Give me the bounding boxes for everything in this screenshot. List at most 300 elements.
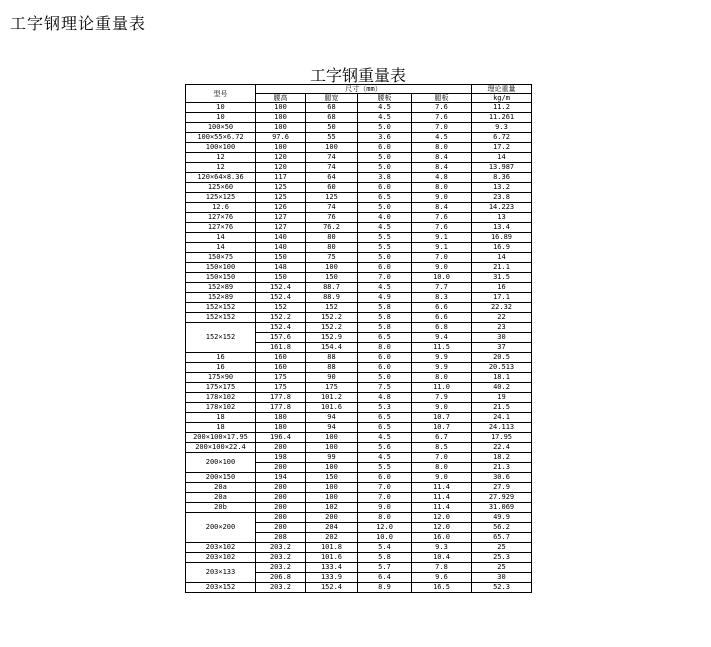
h-cell: 152.4 <box>256 293 306 303</box>
table-row <box>186 263 532 273</box>
d-cell: 5.8 <box>358 323 412 333</box>
t-cell: 4.8 <box>412 173 472 183</box>
h-cell: 125 <box>256 183 306 193</box>
t-cell: 6.7 <box>412 433 472 443</box>
h-cell: 180 <box>256 423 306 433</box>
weight-cell: 24.113 <box>472 423 532 433</box>
weight-cell: 8.36 <box>472 173 532 183</box>
weight-cell: 16.89 <box>472 233 532 243</box>
t-cell: 7.0 <box>412 253 472 263</box>
table-row <box>186 153 532 163</box>
h-cell: 127 <box>256 213 306 223</box>
d-cell: 5.6 <box>358 443 412 453</box>
d-cell: 5.0 <box>358 153 412 163</box>
weight-cell: 25 <box>472 543 532 553</box>
h-cell: 198 <box>256 453 306 463</box>
h-cell: 120 <box>256 163 306 173</box>
table-row <box>186 213 532 223</box>
h-cell: 125 <box>256 193 306 203</box>
h-cell: 140 <box>256 233 306 243</box>
t-cell: 9.0 <box>412 263 472 273</box>
table-title: 工字钢重量表 <box>309 66 406 85</box>
table-row <box>186 403 532 413</box>
b-cell: 152.9 <box>306 333 358 343</box>
h-cell: 100 <box>256 103 306 113</box>
weight-cell: 21.1 <box>472 263 532 273</box>
d-cell: 7.0 <box>358 483 412 493</box>
b-cell: 152.2 <box>306 313 358 323</box>
table-row <box>186 283 532 293</box>
t-cell: 8.0 <box>412 373 472 383</box>
h-cell: 148 <box>256 263 306 273</box>
b-cell: 75 <box>306 253 358 263</box>
weight-cell: 30 <box>472 333 532 343</box>
b-cell: 88.7 <box>306 283 358 293</box>
table-row <box>186 433 532 443</box>
weight-cell: 13.2 <box>472 183 532 193</box>
h-cell: 175 <box>256 383 306 393</box>
weight-cell: 13.987 <box>472 163 532 173</box>
weight-cell: 20.5 <box>472 353 532 363</box>
table-row <box>186 163 532 173</box>
b-cell: 80 <box>306 243 358 253</box>
weight-cell: 9.3 <box>472 123 532 133</box>
h-cell: 200 <box>256 443 306 453</box>
weight-cell: 31.069 <box>472 503 532 513</box>
b-cell: 99 <box>306 453 358 463</box>
t-cell: 11.4 <box>412 483 472 493</box>
h-cell: 161.8 <box>256 343 306 353</box>
model-cell: 120×64×8.36 <box>186 173 256 183</box>
d-cell: 6.0 <box>358 143 412 153</box>
d-cell: 4.5 <box>358 433 412 443</box>
table-row <box>186 293 532 303</box>
table-row <box>186 253 532 263</box>
d-cell: 7.0 <box>358 493 412 503</box>
table-body <box>186 103 532 593</box>
model-cell: 100×50 <box>186 123 256 133</box>
h-cell: 100 <box>256 113 306 123</box>
weight-cell: 11.2 <box>472 103 532 113</box>
t-cell: 7.9 <box>412 393 472 403</box>
d-cell: 5.8 <box>358 553 412 563</box>
weight-cell: 14 <box>472 253 532 263</box>
t-cell: 16.5 <box>412 583 472 593</box>
d-cell: 4.5 <box>358 113 412 123</box>
b-cell: 101.6 <box>306 553 358 563</box>
t-cell: 9.9 <box>412 363 472 373</box>
b-cell: 60 <box>306 183 358 193</box>
t-cell: 16.0 <box>412 533 472 543</box>
b-cell: 200 <box>306 513 358 523</box>
b-cell: 88 <box>306 363 358 373</box>
b-cell: 152 <box>306 303 358 313</box>
weight-cell: 17.2 <box>472 143 532 153</box>
d-cell: 6.0 <box>358 263 412 273</box>
b-cell: 202 <box>306 533 358 543</box>
d-cell: 6.0 <box>358 183 412 193</box>
weight-cell: 31.5 <box>472 273 532 283</box>
model-cell: 20a <box>186 483 256 493</box>
b-cell: 152.4 <box>306 583 358 593</box>
model-cell: 178×102 <box>186 393 256 403</box>
table-row <box>186 233 532 243</box>
b-cell: 101.8 <box>306 543 358 553</box>
b-cell: 68 <box>306 103 358 113</box>
h-cell: 100 <box>256 123 306 133</box>
t-cell: 8.4 <box>412 153 472 163</box>
weight-cell: 30.6 <box>472 473 532 483</box>
b-cell: 74 <box>306 163 358 173</box>
table-row <box>186 453 532 463</box>
d-cell: 5.4 <box>358 543 412 553</box>
b-cell: 100 <box>306 263 358 273</box>
model-cell: 14 <box>186 233 256 243</box>
weight-cell: 21.5 <box>472 403 532 413</box>
b-cell: 90 <box>306 373 358 383</box>
table-row <box>186 203 532 213</box>
t-cell: 4.5 <box>412 133 472 143</box>
d-cell: 5.8 <box>358 313 412 323</box>
b-cell: 94 <box>306 413 358 423</box>
table-row <box>186 353 532 363</box>
d-cell: 4.0 <box>358 213 412 223</box>
b-cell: 133.4 <box>306 563 358 573</box>
weight-cell: 16.9 <box>472 243 532 253</box>
table-row <box>186 363 532 373</box>
table-row <box>186 373 532 383</box>
weight-cell: 18.2 <box>472 453 532 463</box>
model-cell: 12 <box>186 163 256 173</box>
model-cell: 152×152 <box>186 303 256 313</box>
model-cell: 16 <box>186 353 256 363</box>
h-cell: 160 <box>256 363 306 373</box>
t-cell: 9.9 <box>412 353 472 363</box>
h-cell: 140 <box>256 243 306 253</box>
d-cell: 6.0 <box>358 363 412 373</box>
model-cell: 152×89 <box>186 293 256 303</box>
table-row <box>186 123 532 133</box>
table-row <box>186 543 532 553</box>
h-cell: 196.4 <box>256 433 306 443</box>
d-cell: 5.0 <box>358 203 412 213</box>
t-cell: 6.6 <box>412 313 472 323</box>
b-cell: 74 <box>306 203 358 213</box>
header-weight-unit: kg/m <box>472 94 532 103</box>
d-cell: 7.0 <box>358 273 412 283</box>
table-row <box>186 483 532 493</box>
model-cell: 12 <box>186 153 256 163</box>
t-cell: 8.0 <box>412 143 472 153</box>
weight-cell: 19 <box>472 393 532 403</box>
model-cell: 175×90 <box>186 373 256 383</box>
header-b: 腿宽 <box>306 94 358 103</box>
weight-cell: 13.4 <box>472 223 532 233</box>
d-cell: 4.5 <box>358 283 412 293</box>
table-row <box>186 313 532 323</box>
h-cell: 152.2 <box>256 313 306 323</box>
weight-cell: 20.513 <box>472 363 532 373</box>
weight-cell: 23 <box>472 323 532 333</box>
t-cell: 10.7 <box>412 413 472 423</box>
model-cell: 127×76 <box>186 213 256 223</box>
b-cell: 88.9 <box>306 293 358 303</box>
weight-cell: 49.9 <box>472 513 532 523</box>
d-cell: 5.0 <box>358 163 412 173</box>
t-cell: 10.0 <box>412 273 472 283</box>
b-cell: 94 <box>306 423 358 433</box>
t-cell: 8.4 <box>412 163 472 173</box>
d-cell: 3.8 <box>358 173 412 183</box>
table-row <box>186 143 532 153</box>
d-cell: 5.0 <box>358 373 412 383</box>
model-cell: 20b <box>186 503 256 513</box>
h-cell: 160 <box>256 353 306 363</box>
b-cell: 125 <box>306 193 358 203</box>
header-t: 腿板 <box>412 94 472 103</box>
t-cell: 9.0 <box>412 403 472 413</box>
h-cell: 152.4 <box>256 283 306 293</box>
table-row <box>186 513 532 523</box>
d-cell: 4.5 <box>358 103 412 113</box>
h-cell: 200 <box>256 513 306 523</box>
weight-cell: 22.32 <box>472 303 532 313</box>
b-cell: 100 <box>306 483 358 493</box>
header-weight: 理论重量 <box>472 85 532 94</box>
d-cell: 5.5 <box>358 233 412 243</box>
weight-cell: 40.2 <box>472 383 532 393</box>
d-cell: 8.9 <box>358 583 412 593</box>
weight-cell: 52.3 <box>472 583 532 593</box>
weight-cell: 11.261 <box>472 113 532 123</box>
weight-cell: 21.3 <box>472 463 532 473</box>
table-row <box>186 323 532 333</box>
table-row <box>186 473 532 483</box>
t-cell: 9.1 <box>412 243 472 253</box>
b-cell: 80 <box>306 233 358 243</box>
h-cell: 157.6 <box>256 333 306 343</box>
d-cell: 5.8 <box>358 303 412 313</box>
h-cell: 180 <box>256 413 306 423</box>
b-cell: 50 <box>306 123 358 133</box>
weight-cell: 23.8 <box>472 193 532 203</box>
weight-cell: 17.1 <box>472 293 532 303</box>
weight-cell: 27.929 <box>472 493 532 503</box>
h-cell: 117 <box>256 173 306 183</box>
t-cell: 12.0 <box>412 513 472 523</box>
table-row <box>186 443 532 453</box>
d-cell: 4.5 <box>358 453 412 463</box>
model-cell: 200×200 <box>186 513 256 543</box>
d-cell: 3.6 <box>358 133 412 143</box>
d-cell: 4.9 <box>358 293 412 303</box>
t-cell: 9.4 <box>412 333 472 343</box>
model-cell: 125×60 <box>186 183 256 193</box>
model-cell: 203×102 <box>186 553 256 563</box>
steel-weight-table <box>185 84 532 593</box>
d-cell: 6.4 <box>358 573 412 583</box>
h-cell: 126 <box>256 203 306 213</box>
t-cell: 6.8 <box>412 323 472 333</box>
h-cell: 127 <box>256 223 306 233</box>
b-cell: 100 <box>306 433 358 443</box>
h-cell: 203.2 <box>256 583 306 593</box>
header-dimensions: 尺寸（mm） <box>256 85 472 94</box>
weight-cell: 13 <box>472 213 532 223</box>
h-cell: 152 <box>256 303 306 313</box>
b-cell: 133.9 <box>306 573 358 583</box>
b-cell: 68 <box>306 113 358 123</box>
b-cell: 101.6 <box>306 403 358 413</box>
h-cell: 152.4 <box>256 323 306 333</box>
t-cell: 9.6 <box>412 573 472 583</box>
d-cell: 4.5 <box>358 223 412 233</box>
d-cell: 6.5 <box>358 333 412 343</box>
model-cell: 175×175 <box>186 383 256 393</box>
t-cell: 8.3 <box>412 293 472 303</box>
weight-cell: 25 <box>472 563 532 573</box>
table-row <box>186 193 532 203</box>
t-cell: 7.8 <box>412 563 472 573</box>
table-row <box>186 423 532 433</box>
t-cell: 7.6 <box>412 223 472 233</box>
h-cell: 100 <box>256 143 306 153</box>
model-cell: 10 <box>186 103 256 113</box>
model-cell: 150×75 <box>186 253 256 263</box>
h-cell: 203.2 <box>256 563 306 573</box>
weight-cell: 24.1 <box>472 413 532 423</box>
t-cell: 9.0 <box>412 473 472 483</box>
b-cell: 55 <box>306 133 358 143</box>
b-cell: 100 <box>306 443 358 453</box>
b-cell: 102 <box>306 503 358 513</box>
model-cell: 125×125 <box>186 193 256 203</box>
t-cell: 9.3 <box>412 543 472 553</box>
model-cell: 10 <box>186 113 256 123</box>
t-cell: 11.4 <box>412 493 472 503</box>
model-cell: 150×100 <box>186 263 256 273</box>
b-cell: 88 <box>306 353 358 363</box>
model-cell: 18 <box>186 413 256 423</box>
t-cell: 7.0 <box>412 453 472 463</box>
weight-cell: 25.3 <box>472 553 532 563</box>
table-row <box>186 583 532 593</box>
b-cell: 204 <box>306 523 358 533</box>
t-cell: 8.5 <box>412 443 472 453</box>
d-cell: 9.0 <box>358 503 412 513</box>
model-cell: 100×55×6.72 <box>186 133 256 143</box>
model-cell: 203×102 <box>186 543 256 553</box>
h-cell: 175 <box>256 373 306 383</box>
b-cell: 150 <box>306 273 358 283</box>
d-cell: 6.5 <box>358 413 412 423</box>
page-heading: 工字钢理论重量表 <box>10 14 147 33</box>
table-row <box>186 113 532 123</box>
b-cell: 101.2 <box>306 393 358 403</box>
h-cell: 194 <box>256 473 306 483</box>
d-cell: 12.0 <box>358 523 412 533</box>
weight-cell: 17.95 <box>472 433 532 443</box>
table-row <box>186 133 532 143</box>
table-row <box>186 273 532 283</box>
b-cell: 76.2 <box>306 223 358 233</box>
model-cell: 203×152 <box>186 583 256 593</box>
t-cell: 10.7 <box>412 423 472 433</box>
d-cell: 6.5 <box>358 193 412 203</box>
t-cell: 12.0 <box>412 523 472 533</box>
table-row <box>186 303 532 313</box>
h-cell: 200 <box>256 503 306 513</box>
model-cell: 152×89 <box>186 283 256 293</box>
model-cell: 100×100 <box>186 143 256 153</box>
h-cell: 200 <box>256 463 306 473</box>
d-cell: 6.0 <box>358 353 412 363</box>
h-cell: 200 <box>256 523 306 533</box>
t-cell: 11.4 <box>412 503 472 513</box>
d-cell: 6.0 <box>358 473 412 483</box>
d-cell: 10.0 <box>358 533 412 543</box>
model-cell: 200×100×22.4 <box>186 443 256 453</box>
t-cell: 7.0 <box>412 123 472 133</box>
t-cell: 7.7 <box>412 283 472 293</box>
weight-cell: 16 <box>472 283 532 293</box>
weight-cell: 22 <box>472 313 532 323</box>
table-row <box>186 173 532 183</box>
weight-cell: 27.9 <box>472 483 532 493</box>
t-cell: 10.4 <box>412 553 472 563</box>
d-cell: 5.3 <box>358 403 412 413</box>
model-cell: 200×100×17.95 <box>186 433 256 443</box>
h-cell: 200 <box>256 483 306 493</box>
model-cell: 178×102 <box>186 403 256 413</box>
table-row <box>186 563 532 573</box>
weight-cell: 65.7 <box>472 533 532 543</box>
h-cell: 120 <box>256 153 306 163</box>
h-cell: 150 <box>256 253 306 263</box>
weight-cell: 22.4 <box>472 443 532 453</box>
table-row <box>186 383 532 393</box>
h-cell: 177.8 <box>256 393 306 403</box>
model-cell: 12.6 <box>186 203 256 213</box>
model-cell: 200×100 <box>186 453 256 473</box>
model-cell: 127×76 <box>186 223 256 233</box>
b-cell: 150 <box>306 473 358 483</box>
b-cell: 100 <box>306 143 358 153</box>
d-cell: 5.0 <box>358 123 412 133</box>
weight-cell: 30 <box>472 573 532 583</box>
weight-cell: 18.1 <box>472 373 532 383</box>
b-cell: 74 <box>306 153 358 163</box>
d-cell: 5.5 <box>358 243 412 253</box>
t-cell: 9.1 <box>412 233 472 243</box>
model-cell: 152×152 <box>186 323 256 353</box>
t-cell: 11.0 <box>412 383 472 393</box>
weight-cell: 37 <box>472 343 532 353</box>
d-cell: 6.5 <box>358 423 412 433</box>
t-cell: 9.0 <box>412 193 472 203</box>
t-cell: 6.6 <box>412 303 472 313</box>
b-cell: 100 <box>306 493 358 503</box>
b-cell: 154.4 <box>306 343 358 353</box>
table-row <box>186 243 532 253</box>
h-cell: 203.2 <box>256 543 306 553</box>
b-cell: 152.2 <box>306 323 358 333</box>
table-row <box>186 553 532 563</box>
t-cell: 11.5 <box>412 343 472 353</box>
weight-cell: 14 <box>472 153 532 163</box>
table-row <box>186 493 532 503</box>
table-row <box>186 503 532 513</box>
